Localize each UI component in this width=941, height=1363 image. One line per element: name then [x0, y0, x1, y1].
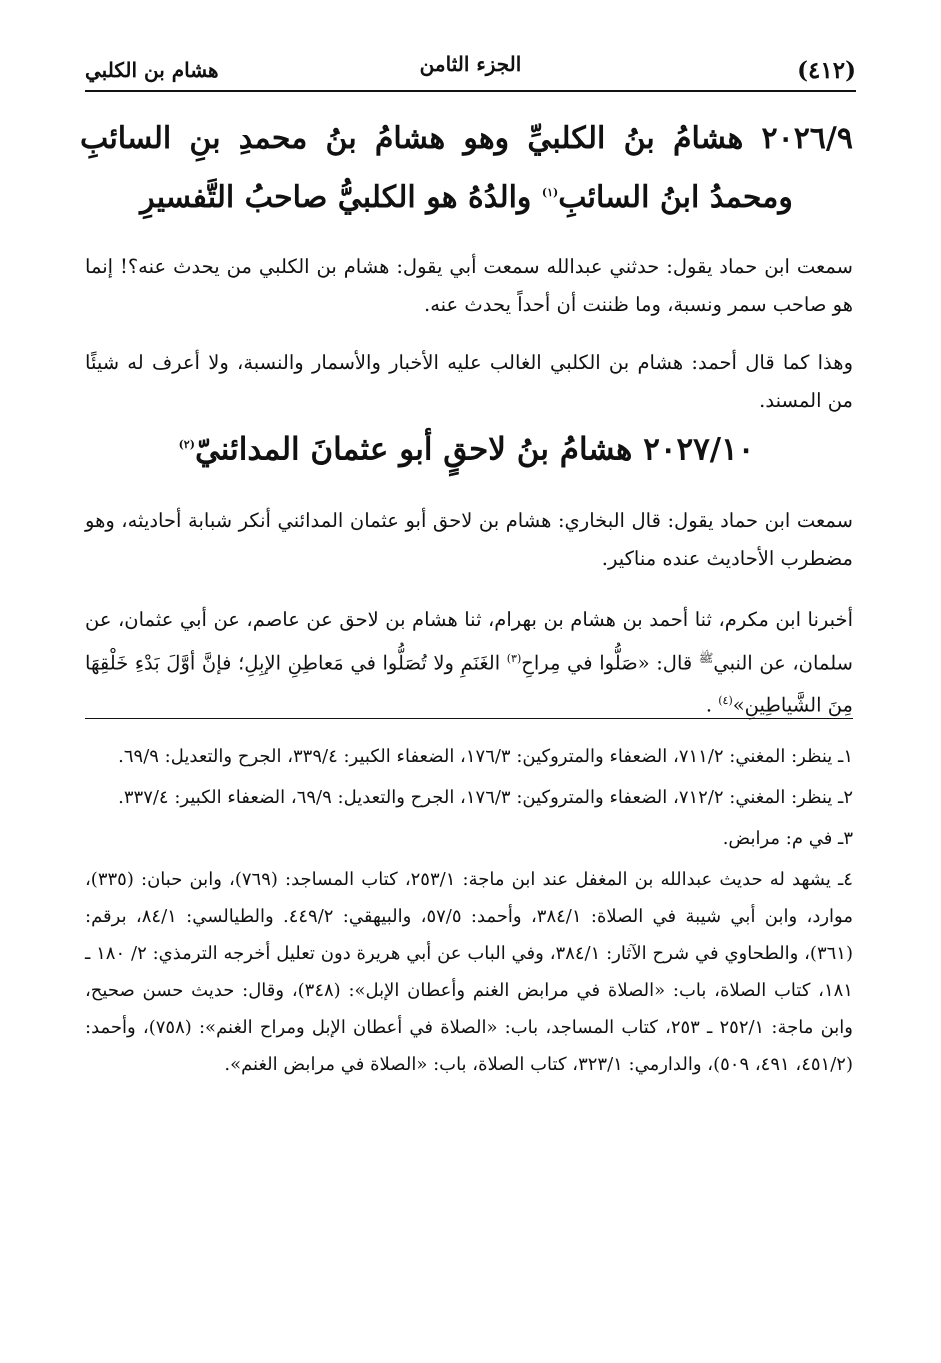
honorific-glyph: ﷺ — [698, 650, 714, 665]
footnote-number: ٤ـ — [838, 869, 853, 890]
hadith-text-b: الغَنَمِ ولا تُصَلُّوا في مَعاطِنِ الإبِلِ؛ فإنَّ أوَّلَ بَدْءِ خَلْقِهَا مِنَ الشَّياطِينِ» — [85, 651, 853, 717]
footnote-number: ٢ـ — [838, 787, 853, 808]
footnote-ref-1: (١) — [541, 186, 559, 199]
footnote-text: في م: مرابض. — [722, 828, 833, 849]
hadith-end: . — [705, 693, 713, 717]
footnote-ref-2: (٢) — [178, 438, 195, 451]
footnote-1 — [85, 738, 853, 775]
footnote-text: يشهد له حديث عبدالله بن المغفل عند ابن ماجة: ٢٥٣/١، كتاب المساجد: (٧٦٩)، وابن حبان: (٣٣٥)، موارد، وابن أبي شيبة في الصلاة: ٣٨٤/١، وأحمد: ٥٧/٥، والبيهقي: ٤٤٩/٢. والطيالسي: ٨٤/١، برقم: (٣٦١)، والطحاوي في شرح الآثار: ٣٨٤/١، وفي الباب عن أبي هريرة دون تعليل أخرجه الترمذي: ٢/ ١٨٠ ـ ١٨١، كتاب الصلاة، باب: «الصلاة في مرابض الغنم وأعطان الإبل»: (٣٤٨)، وقال: حديث حسن صحيح، وابن ماجة: ٢٥٢/١ ـ ٢٥٣، كتاب المساجد، باب: «الصلاة في أعطان الإبل ومراح الغنم»: (٧٥٨)، وأحمد: (٤٥١/٢، ٤٩١، ٥٠٩)، والدارمي: ٣٢٣/١، كتاب الصلاة، باب: «الصلاة في مرابض الغنم». — [85, 869, 853, 1075]
entry-2026-heading-text: ٢٠٢٦/٩ هشامُ بنُ الكلبيِّ وهو هشامُ بنُ محمدِ بنِ السائبِ ومحمدُ ابنُ السائبِ — [80, 121, 853, 215]
header-rule — [85, 90, 856, 92]
hadith-text-a: قال: «صَلُّوا في مِراحِ — [521, 651, 693, 674]
entry-2026-paragraph-1: سمعت ابن حماد يقول: حدثني عبدالله سمعت أبي يقول: هشام بن الكلبي من يحدث عنه؟! إنما هو صاحب سمر ونسبة، وما ظننت أن أحداً يحدث عنه. — [85, 254, 853, 316]
footnote-number: ٣ـ — [838, 828, 853, 849]
entry-2026-paragraph-2: وهذا كما قال أحمد: هشام بن الكلبي الغالب عليه الأخبار والأسمار والنسبة، ولا أعرف له شيئًا من المسند. — [85, 350, 853, 412]
footnote-text: ينظر: المغني: ٧١١/٢، الضعفاء والمتروكين: ١٧٦/٣، الضعفاء الكبير: ٣٣٩/٤، الجرح والتعديل: ٦٩/٩. — [118, 746, 833, 767]
footnote-number: ١ـ — [838, 746, 853, 767]
page-number: (٤١٢) — [797, 56, 856, 84]
footnote-text: ينظر: المغني: ٧١٢/٢، الضعفاء والمتروكين: ١٧٦/٣، الجرح والتعديل: ٦٩/٩، الضعفاء الكبير: ٣٣٧/٤. — [118, 787, 833, 808]
entry-2026-heading — [80, 112, 853, 225]
entry-2027-heading — [80, 418, 853, 476]
entry-2027-heading-text: ٢٠٢٧/١٠ هشامُ بنُ لاحقٍ أبو عثمانَ المدائنيّ — [194, 431, 755, 468]
footnote-rule — [85, 718, 853, 719]
entry-2027-paragraph-2 — [85, 601, 853, 725]
entry-2026-heading-tail: والدُهُ هو الكلبيُّ صاحبُ التَّفسيرِ — [140, 180, 532, 215]
footnote-ref-4: (٤) — [718, 694, 733, 707]
hadith-chain: أخبرنا ابن مكرم، ثنا أحمد بن هشام بن بهرام، ثنا هشام بن لاحق عن عاصم، عن أبي عثمان، عن سلمان، عن النبي — [85, 607, 854, 674]
footnote-2 — [85, 779, 853, 816]
footnotes — [85, 738, 853, 1087]
footnote-ref-3: (٣) — [506, 651, 522, 665]
footnote-4 — [85, 861, 853, 1083]
footnote-3 — [85, 820, 853, 857]
entry-2027-paragraph-1: سمعت ابن حماد يقول: قال البخاري: هشام بن لاحق أبو عثمان المدائني أنكر شبابة أحاديثه، وهو مضطرب الأحاديث عنده مناكير. — [85, 508, 853, 570]
running-head — [85, 50, 856, 90]
part-title: الجزء الثامن — [419, 52, 522, 76]
running-title: هشام بن الكلبي — [85, 58, 219, 82]
